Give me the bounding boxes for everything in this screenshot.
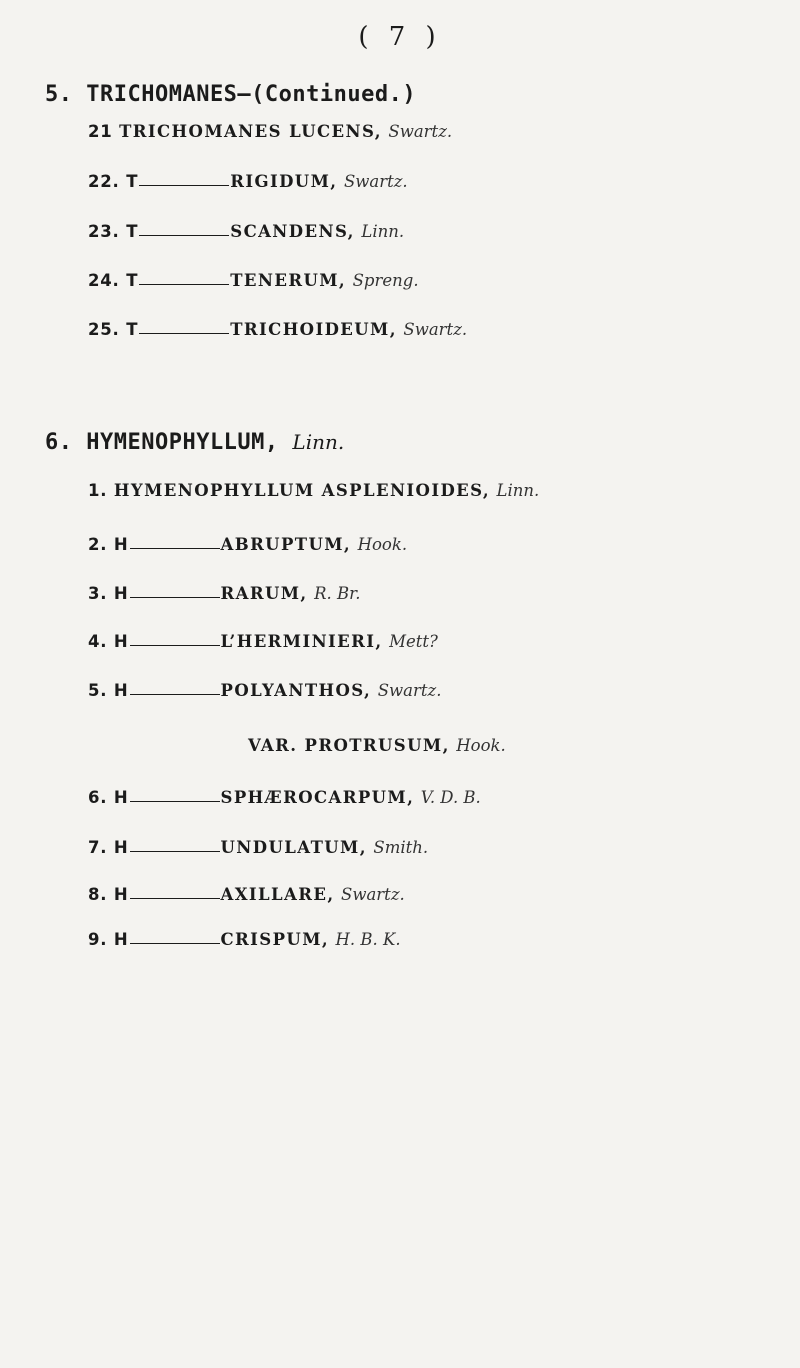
- entry-number: 7.: [88, 838, 108, 857]
- species-name: L’HERMINIERI,: [220, 632, 383, 651]
- species-name: CRISPUM,: [220, 930, 329, 949]
- entry-number: 25.: [88, 320, 120, 339]
- ditto-line: [139, 235, 229, 236]
- ditto-line: [130, 943, 220, 944]
- entry-number: 8.: [88, 885, 108, 904]
- species-author: Smith.: [373, 838, 429, 857]
- genus-abbreviation: T: [126, 172, 139, 191]
- species-name: SPHÆROCARPUM,: [220, 788, 415, 807]
- species-author: Hook.: [456, 736, 506, 755]
- species-name: POLYANTHOS,: [220, 681, 372, 700]
- genus-abbreviation: H: [113, 788, 129, 807]
- ditto-line: [130, 851, 220, 852]
- entry-row: [88, 930, 401, 949]
- entry-row: [88, 681, 441, 700]
- species-author: V. D. B.: [420, 788, 481, 807]
- ditto-line: [130, 645, 220, 646]
- species-author: Mett?: [389, 632, 438, 651]
- entry-row: [88, 481, 539, 500]
- section-title: 5. TRICHOMANES—(Continued.): [45, 82, 417, 107]
- species-name: TRICHOMANES LUCENS,: [119, 122, 382, 141]
- entry-number: 6.: [88, 788, 108, 807]
- genus-abbreviation: T: [126, 320, 139, 339]
- species-name: TENERUM,: [230, 271, 347, 290]
- section-heading-trichomanes: [45, 82, 416, 107]
- species-author: Spreng.: [352, 271, 419, 290]
- genus-abbreviation: H: [113, 930, 129, 949]
- entry-row: [88, 838, 428, 857]
- species-author: R. Br.: [314, 584, 361, 603]
- species-name: ABRUPTUM,: [220, 535, 352, 554]
- genus-abbreviation: H: [113, 885, 129, 904]
- genus-abbreviation: T: [126, 271, 139, 290]
- entry-row: [88, 535, 407, 554]
- species-author: H. B. K.: [335, 930, 401, 949]
- entry-number: 1.: [88, 481, 108, 500]
- section-title: 6. HYMENOPHYLLUM,: [45, 430, 279, 455]
- species-name: AXILLARE,: [220, 885, 335, 904]
- section-author: Linn.: [292, 430, 345, 454]
- entry-number: 3.: [88, 584, 108, 603]
- entry-number: 21: [88, 122, 113, 141]
- ditto-line: [130, 548, 220, 549]
- section-heading-hymenophyllum: [45, 430, 344, 455]
- species-author: Linn.: [496, 481, 540, 500]
- entry-row: [88, 222, 404, 241]
- species-author: Swartz.: [388, 122, 453, 141]
- ditto-line: [139, 185, 229, 186]
- genus-abbreviation: H: [113, 632, 129, 651]
- entry-row: [88, 632, 438, 651]
- species-name: TRICHOIDEUM,: [230, 320, 397, 339]
- genus-abbreviation: H: [113, 535, 129, 554]
- entry-row: [88, 584, 360, 603]
- species-author: Swartz.: [403, 320, 468, 339]
- entry-number: 2.: [88, 535, 108, 554]
- ditto-line: [130, 597, 220, 598]
- ditto-line: [130, 694, 220, 695]
- entry-number: 23.: [88, 222, 120, 241]
- species-author: Swartz.: [341, 885, 405, 904]
- species-author: Linn.: [361, 222, 405, 241]
- ditto-line: [130, 898, 220, 899]
- species-name: HYMENOPHYLLUM ASPLENIOIDES,: [113, 481, 490, 500]
- genus-abbreviation: H: [113, 838, 129, 857]
- ditto-line: [139, 333, 229, 334]
- entry-number: 9.: [88, 930, 108, 949]
- genus-abbreviation: T: [126, 222, 139, 241]
- entry-row: [88, 885, 405, 904]
- species-name: RIGIDUM,: [230, 172, 338, 191]
- species-name: UNDULATUM,: [220, 838, 367, 857]
- entry-row: [88, 172, 408, 191]
- genus-abbreviation: H: [113, 584, 129, 603]
- species-author: Swartz.: [377, 681, 442, 700]
- page-number: ( 7 ): [358, 22, 442, 52]
- ditto-line: [130, 801, 220, 802]
- genus-abbreviation: H: [113, 681, 129, 700]
- species-author: Hook.: [357, 535, 408, 554]
- ditto-line: [139, 284, 229, 285]
- species-name: RARUM,: [220, 584, 308, 603]
- entry-number: 5.: [88, 681, 108, 700]
- entry-row: [88, 320, 467, 339]
- entry-row: [88, 122, 452, 141]
- entry-number: 4.: [88, 632, 108, 651]
- variety-name: VAR. PROTRUSUM,: [248, 736, 450, 755]
- entry-number: 24.: [88, 271, 120, 290]
- species-author: Swartz.: [343, 172, 408, 191]
- entry-number: 22.: [88, 172, 120, 191]
- species-name: SCANDENS,: [230, 222, 355, 241]
- variety-row: [248, 736, 506, 755]
- entry-row: [88, 271, 419, 290]
- entry-row: [88, 788, 481, 807]
